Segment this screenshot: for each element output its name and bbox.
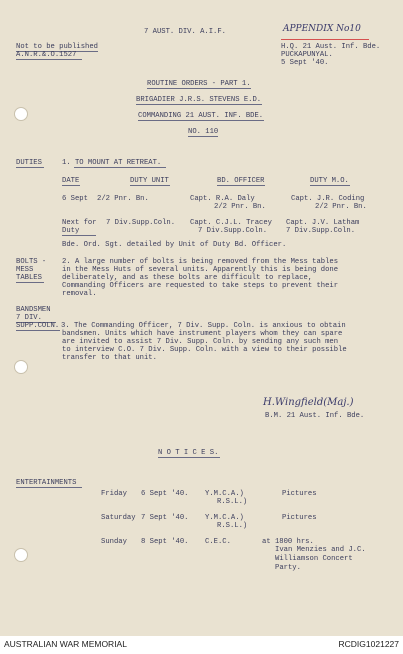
- row2-date-2: Duty: [62, 227, 80, 235]
- notice-1-date: 6 Sept '40.: [141, 490, 189, 498]
- bolts-line: in the Mess Huts of several units. Apparently this is being done: [62, 266, 339, 274]
- underline: [158, 457, 220, 458]
- notice-3-event: at 1800 hrs.: [262, 538, 314, 546]
- date-line: 5 Sept '40.: [281, 59, 329, 67]
- title-line-4: NO. 110: [188, 128, 219, 136]
- underline: [188, 136, 218, 137]
- entertainments-side-label: ENTERTAINMENTS: [16, 479, 77, 487]
- underline: [16, 330, 60, 331]
- footer-archive-name: AUSTRALIAN WAR MEMORIAL: [4, 639, 127, 649]
- underline: [310, 185, 350, 186]
- notice-1-venue: Y.M.C.A.): [205, 490, 244, 498]
- underline: [16, 282, 44, 283]
- notice-2-event: Pictures: [282, 514, 317, 522]
- row2-unit: 7 Div.Supp.Coln.: [106, 219, 176, 227]
- handwritten-signature: H.Wingfield(Maj.): [263, 397, 354, 408]
- underline: [16, 487, 82, 488]
- hq-line: H.Q. 21 Aust. Inf. Bde.: [281, 43, 381, 51]
- column-duty-unit: DUTY UNIT: [130, 177, 169, 185]
- notice-2-date: 7 Sept '40.: [141, 514, 189, 522]
- bandsmen-line: 3. The Commanding Officer, 7 Div. Supp. Coln. is anxious to obtain: [61, 322, 346, 330]
- punch-hole: [14, 360, 28, 374]
- title-line-1: ROUTINE ORDERS - PART 1.: [147, 80, 251, 88]
- underline: [16, 59, 82, 60]
- notice-1-event: Pictures: [282, 490, 317, 498]
- title-line-2: BRIGADIER J.R.S. STEVENS E.D.: [136, 96, 262, 104]
- bandsmen-side-label-3: SUPP.COLN.: [16, 322, 60, 330]
- row2-date-1: Next for: [62, 219, 97, 227]
- notices-heading: N O T I C E S.: [158, 449, 219, 457]
- column-date: DATE: [62, 177, 80, 185]
- underline: [62, 235, 96, 236]
- notice-2-venue: Y.M.C.A.): [205, 514, 244, 522]
- column-bd-officer: BD. OFFICER: [217, 177, 265, 185]
- punch-hole: [14, 548, 28, 562]
- bolts-side-label-1: BOLTS -: [16, 258, 47, 266]
- not-published-line-1: Not to be published: [16, 43, 98, 51]
- bolts-line: 2. A large number of bolts is being removed from the Mess tables: [62, 258, 339, 266]
- row1-officer-unit: 2/2 Pnr. Bn.: [214, 203, 266, 211]
- bandsmen-side-label-2: 7 DIV.: [16, 314, 42, 322]
- row2-mo-unit: 7 Div.Supp.Coln.: [286, 227, 356, 235]
- notice-1-day: Friday: [101, 490, 127, 498]
- row1-officer: Capt. R.A. Daly: [190, 195, 255, 203]
- bandsmen-line: to interview C.O. 7 Div. Supp. Coln. with a view to their possible: [62, 346, 347, 354]
- bandsmen-line: transfer to that unit.: [62, 354, 157, 362]
- underline: [147, 88, 251, 89]
- notice-3-day: Sunday: [101, 538, 127, 546]
- notice-1-venue-2: R.S.L.): [217, 498, 248, 506]
- row1-mo-unit: 2/2 Pnr. Bn.: [315, 203, 367, 211]
- bandsmen-side-label-1: BANDSMEN: [16, 306, 51, 314]
- bandsmen-line: bandsmen. Units which have instrument players whom they can spare: [62, 330, 343, 338]
- bolts-line: removal.: [62, 290, 97, 298]
- underline: [62, 185, 80, 186]
- underline: [74, 167, 166, 168]
- notice-2-day: Saturday: [101, 514, 136, 522]
- duties-note: Bde. Ord. Sgt. detailed by Unit of Duty Bd. Officer.: [62, 241, 287, 249]
- bolts-side-label-3: TABLES: [16, 274, 42, 282]
- row1-date: 6 Sept: [62, 195, 88, 203]
- archive-footer: [0, 636, 403, 654]
- row2-mo: Capt. J.V. Latham: [286, 219, 360, 227]
- signature-typed: B.M. 21 Aust. Inf. Bde.: [265, 412, 365, 420]
- notice-3-event-detail: Ivan Menzies and J.C. Williamson Concert Party.: [275, 546, 366, 572]
- title-line-3: COMMANDING 21 AUST. INF. BDE.: [138, 112, 264, 120]
- row1-unit: 2/2 Pnr. Bn.: [97, 195, 149, 203]
- unit-heading: 7 AUST. DIV. A.I.F.: [144, 28, 226, 36]
- bandsmen-line: are invited to assist 7 Div. Supp. Coln. by sending any such men: [62, 338, 339, 346]
- notice-3-venue: C.E.C.: [205, 538, 231, 546]
- bolts-line: Commanding Officers are requested to take steps to prevent their: [62, 282, 339, 290]
- place-line: PUCKAPUNYAL.: [281, 51, 333, 59]
- underline: [16, 167, 44, 168]
- punch-hole: [14, 107, 28, 121]
- bolts-line: deliberately, and as these bolts are difficult to replace,: [62, 274, 313, 282]
- bolts-side-label-2: MESS: [16, 266, 34, 274]
- appendix-mark: APPENDIX No10: [283, 24, 361, 34]
- notice-3-date: 8 Sept '40.: [141, 538, 189, 546]
- underline: [130, 185, 170, 186]
- underline: [136, 104, 262, 105]
- row1-mo: Capt. J.R. Coding: [291, 195, 365, 203]
- footer-record-id: RCDIG1021227: [338, 639, 399, 649]
- row2-officer: Capt. C.J.L. Tracey: [190, 219, 272, 227]
- duties-side-label: DUTIES: [16, 159, 42, 167]
- column-duty-mo: DUTY M.O.: [310, 177, 349, 185]
- duties-heading: 1. TO MOUNT AT RETREAT.: [62, 159, 162, 167]
- underline: [138, 120, 264, 121]
- not-published-line-2: A.N.R.&.O.1527: [16, 51, 77, 59]
- row2-officer-unit: 7 Div.Supp.Coln.: [198, 227, 268, 235]
- notice-2-venue-2: R.S.L.): [217, 522, 248, 530]
- underline: [217, 185, 265, 186]
